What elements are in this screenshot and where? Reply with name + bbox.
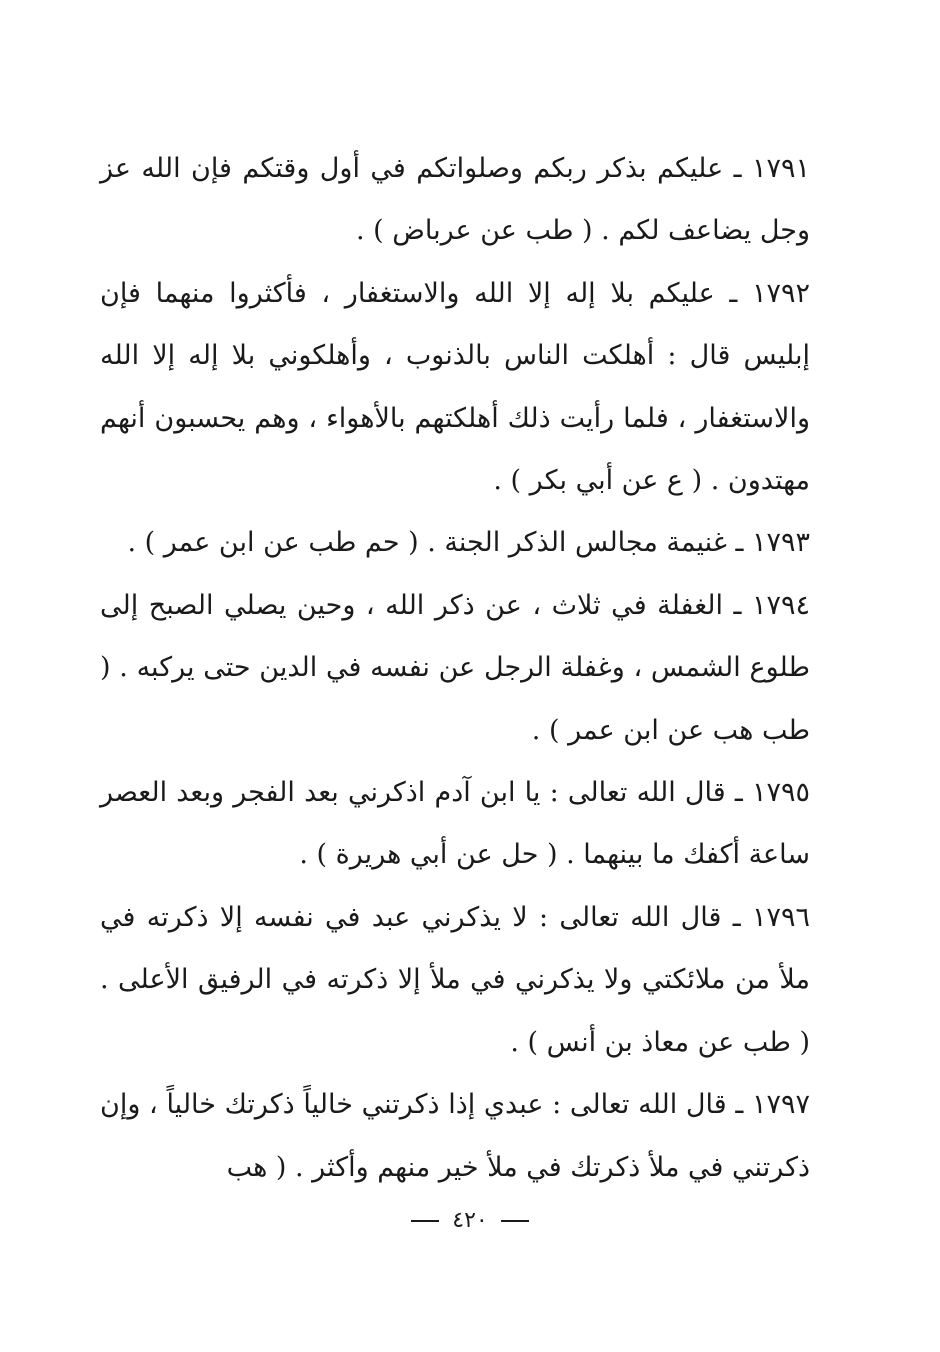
hadith-number: ١٧٩٢	[751, 277, 810, 309]
hadith-1796	[100, 887, 810, 1074]
hadith-separator: ـ	[735, 527, 744, 559]
hadith-number: ١٧٩٣	[751, 527, 810, 559]
hadith-number: ١٧٩٦	[751, 901, 810, 933]
hadith-text: قال الله تعالى : لا يذكرني عبد في نفسه إلا ذكرته في ملأ من ملائكتي ولا يذكرني في ملأ إلا ذكرته في الرفيق الأعلى . ( طب عن معاذ بن أنس ) .	[100, 901, 810, 1058]
hadith-separator: ـ	[734, 777, 743, 809]
hadith-text: عليكم بذكر ربكم وصلواتكم في أول وقتكم فإن الله عز وجل يضاعف لكم . ( طب عن عرباض ) .	[100, 153, 810, 247]
hadith-text: غنيمة مجالس الذكر الجنة . ( حم طب عن ابن عمر ) .	[127, 527, 727, 559]
footer-dash-left	[501, 1220, 529, 1222]
hadith-number: ١٧٩٥	[752, 777, 811, 809]
hadith-text: الغفلة في ثلاث ، عن ذكر الله ، وحين يصلي الصبح إلى طلوع الشمس ، وغفلة الرجل عن نفسه في الدين حتى يركبه . ( طب هب عن ابن عمر ) .	[100, 589, 810, 746]
hadith-number: ١٧٩٤	[751, 589, 810, 621]
hadith-1792	[100, 263, 810, 513]
hadith-text: قال الله تعالى : يا ابن آدم اذكرني بعد الفجر وبعد العصر ساعة أكفك ما بينهما . ( حل عن أبي هريرة ) .	[100, 777, 810, 871]
hadith-1794	[100, 575, 810, 762]
hadith-list	[100, 138, 810, 1199]
hadith-separator: ـ	[733, 153, 742, 184]
hadith-separator: ـ	[735, 1089, 744, 1121]
hadith-separator: ـ	[733, 589, 742, 621]
hadith-text: قال الله تعالى : عبدي إذا ذكرتني خالياً ذكرتك خالياً ، وإن ذكرتني في ملأ ذكرتك في ملأ خير منهم وأكثر . ( هب	[100, 1089, 810, 1183]
hadith-1793	[100, 512, 810, 574]
page-number: ٤٢٠	[452, 1208, 488, 1233]
hadith-text: عليكم بلا إله إلا الله والاستغفار ، فأكثروا منهما فإن إبليس قال : أهلكت الناس بالذنوب ، وأهلكوني بلا إله إلا الله والاستغفار ، فلما رأيت ذلك أهلكتهم بالأهواء ، وهم يحسبون أنهم مهتدون . ( ع عن أبي بكر ) .	[100, 277, 810, 497]
hadith-number: ١٧٩٧	[751, 1089, 810, 1121]
hadith-separator: ـ	[729, 277, 738, 309]
hadith-number: ١٧٩١	[751, 153, 810, 184]
hadith-1791	[100, 138, 810, 263]
hadith-1795	[100, 762, 810, 887]
hadith-1797	[100, 1074, 810, 1199]
hadith-separator: ـ	[732, 901, 741, 933]
footer-dash-right	[411, 1220, 439, 1222]
page-footer	[0, 1208, 940, 1233]
